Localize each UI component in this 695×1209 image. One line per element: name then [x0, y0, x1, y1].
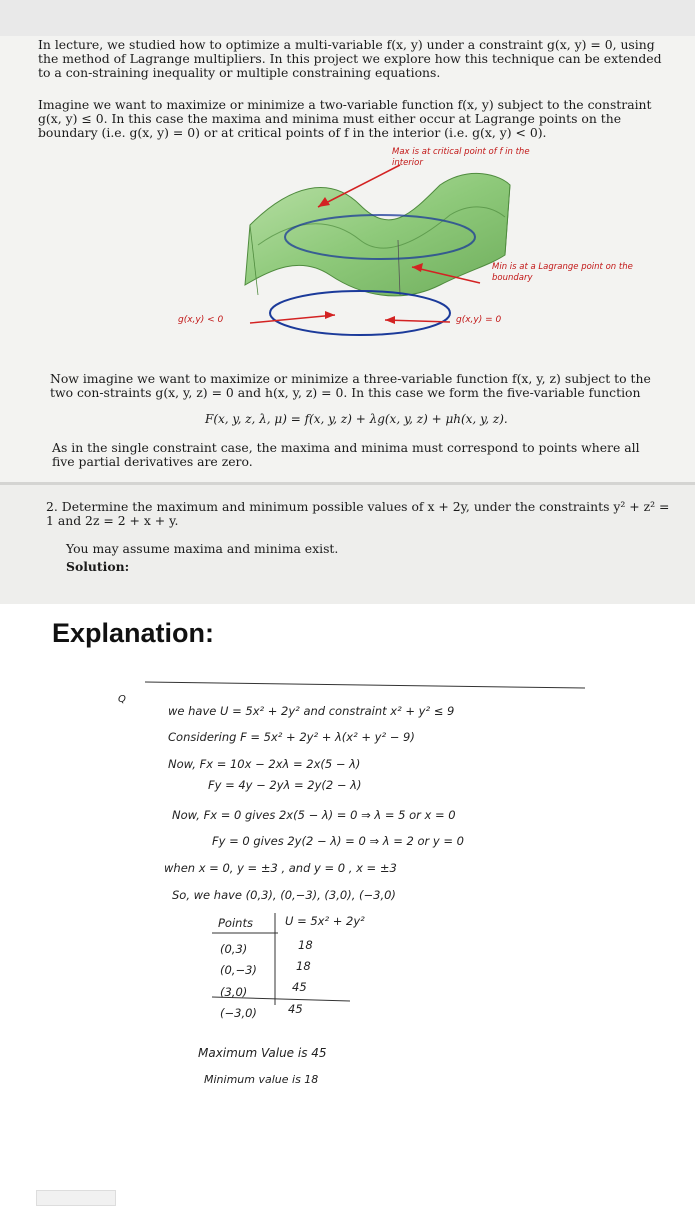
table-row-4-point: (−3,0) [220, 1006, 257, 1020]
table-row-3-point: (3,0) [220, 985, 248, 999]
three-var-paragraph: Now imagine we want to maximize or minimize a three-variable function f(x, y, z) subject to the two con-straints g(x, y, z) = 0 and h(x, y, z) = 0. In this case we form the five-variable function [50, 371, 651, 400]
work-line-8: So, we have (0,3), (0,−3), (3,0), (−3,0) [172, 888, 396, 902]
work-line-6: Fy = 0 gives 2y(2 − λ) = 0 ⇒ λ = 2 or y = 0 [212, 834, 464, 848]
watermark-stamp [36, 1190, 116, 1206]
question-mark-q: Q [118, 694, 126, 705]
work-line-4: Fy = 4y − 2yλ = 2y(2 − λ) [208, 778, 362, 792]
table-row-3-value: 45 [292, 980, 307, 994]
table-row-2-point: (0,−3) [220, 963, 257, 977]
max-arrow [318, 165, 400, 207]
solution-label: Solution: [66, 559, 130, 574]
table-header-points: Points [218, 916, 253, 930]
intro-paragraph-1: In lecture, we studied how to optimize a multi-variable f(x, y) under a constraint g(x, y) = 0, using the method of Lagrange multipliers. In this project we explore how this technique can be extended to a con-straining inequality or multiple constraining equations. [38, 37, 662, 80]
table-row-1-point: (0,3) [220, 942, 248, 956]
work-line-5: Now, Fx = 0 gives 2x(5 − λ) = 0 ⇒ λ = 5 or x = 0 [172, 808, 456, 822]
table-row-2-value: 18 [296, 959, 311, 973]
boundary-ellipse [270, 291, 450, 335]
maximum-line: Maximum Value is 45 [198, 1046, 327, 1060]
intro-paragraph-2: Imagine we want to maximize or minimize a two-variable function f(x, y) subject to the constraint g(x, y) ≤ 0. In this case the maxima and minima must either occur at Lagrange points on the boundary (i.e. g(x, y) = 0) or at critical points of f in the interior (i.e. g(x, y) < 0). [38, 97, 652, 140]
work-line-1: we have U = 5x² + 2y² and constraint x² + y² ≤ 9 [168, 704, 455, 718]
boundary-label: g(x,y) = 0 [456, 315, 502, 325]
rule-lines [0, 676, 695, 706]
work-line-2: Considering F = 5x² + 2y² + λ(x² + y² − 9) [168, 730, 415, 744]
table-header-u: U = 5x² + 2y² [285, 914, 365, 928]
min-label: Min is at a Lagrange point on the boundary [492, 262, 633, 283]
interior-label: g(x,y) < 0 [178, 315, 224, 325]
interior-arrow [250, 315, 335, 323]
top-border-strip [0, 0, 695, 36]
section-divider [0, 482, 695, 485]
five-var-equation: F(x, y, z, λ, μ) = f(x, y, z) + λg(x, y, z) + μh(x, y, z). [205, 412, 508, 426]
work-line-7: when x = 0, y = ±3 , and y = 0 , x = ±3 [164, 861, 397, 875]
table-row-1-value: 18 [298, 938, 313, 952]
max-label: Max is at critical point of f in the interior [392, 147, 530, 168]
question-text: 2. Determine the maximum and minimum possible values of x + 2y, under the constraints y² + z² = 1 and 2z = 2 + x + y. [46, 499, 670, 528]
minimum-line: Minimum value is 18 [204, 1073, 319, 1086]
work-line-3: Now, Fx = 10x − 2xλ = 2x(5 − λ) [168, 757, 361, 771]
explanation-title: Explanation: [52, 618, 215, 648]
partials-paragraph: As in the single constraint case, the maxima and minima must correspond to points where all five partial derivatives are zero. [52, 440, 640, 469]
lagrange-figure [0, 145, 695, 355]
assume-text: You may assume maxima and minima exist. [66, 541, 339, 556]
table-row-4-value: 45 [288, 1002, 303, 1016]
